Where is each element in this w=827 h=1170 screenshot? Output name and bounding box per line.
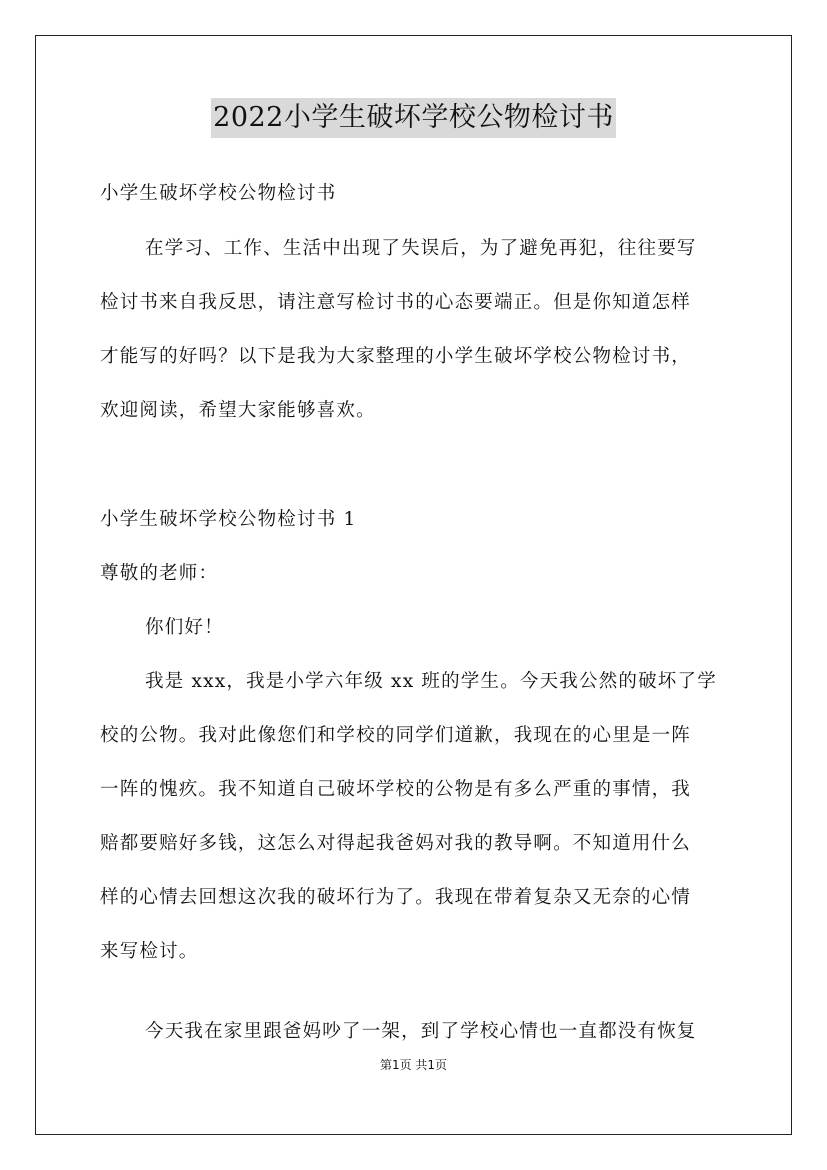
salutation: 尊敬的老师： — [100, 563, 219, 584]
document-subtitle: 小学生破坏学校公物检讨书 — [100, 183, 337, 204]
greeting: 你们好！ — [145, 617, 224, 638]
body-line: 样的心情去回想这次我的破坏行为了。我现在带着复杂又无奈的心情 — [100, 887, 692, 908]
body-line: 今天我在家里跟爸妈吵了一架，到了学校心情也一直都没有恢复 — [145, 1021, 697, 1042]
intro-line: 才能写的好吗？以下是我为大家整理的小学生破坏学校公物检讨书， — [100, 346, 692, 367]
body-line: 校的公物。我对此像您们和学校的同学们道歉，我现在的心里是一阵 — [100, 725, 692, 746]
intro-line: 在学习、工作、生活中出现了失误后，为了避免再犯，往往要写 — [145, 238, 697, 259]
intro-line: 欢迎阅读，希望大家能够喜欢。 — [100, 400, 376, 421]
title-container — [0, 98, 827, 138]
body-line: 来写检讨。 — [100, 941, 199, 962]
body-line: 我是 xxx，我是小学六年级 xx 班的学生。今天我公然的破坏了学 — [145, 671, 717, 692]
document-title: 2022小学生破坏学校公物检讨书 — [211, 98, 616, 138]
page-number-footer: 第1页 共1页 — [379, 1058, 448, 1072]
body-line: 赔都要赔好多钱，这怎么对得起我爸妈对我的教导啊。不知道用什么 — [100, 833, 692, 854]
section-heading: 小学生破坏学校公物检讨书 1 — [100, 509, 357, 530]
intro-line: 检讨书来自我反思，请注意写检讨书的心态要端正。但是你知道怎样 — [100, 292, 692, 313]
body-line: 一阵的愧疚。我不知道自己破坏学校的公物是有多么严重的事情，我 — [100, 779, 692, 800]
